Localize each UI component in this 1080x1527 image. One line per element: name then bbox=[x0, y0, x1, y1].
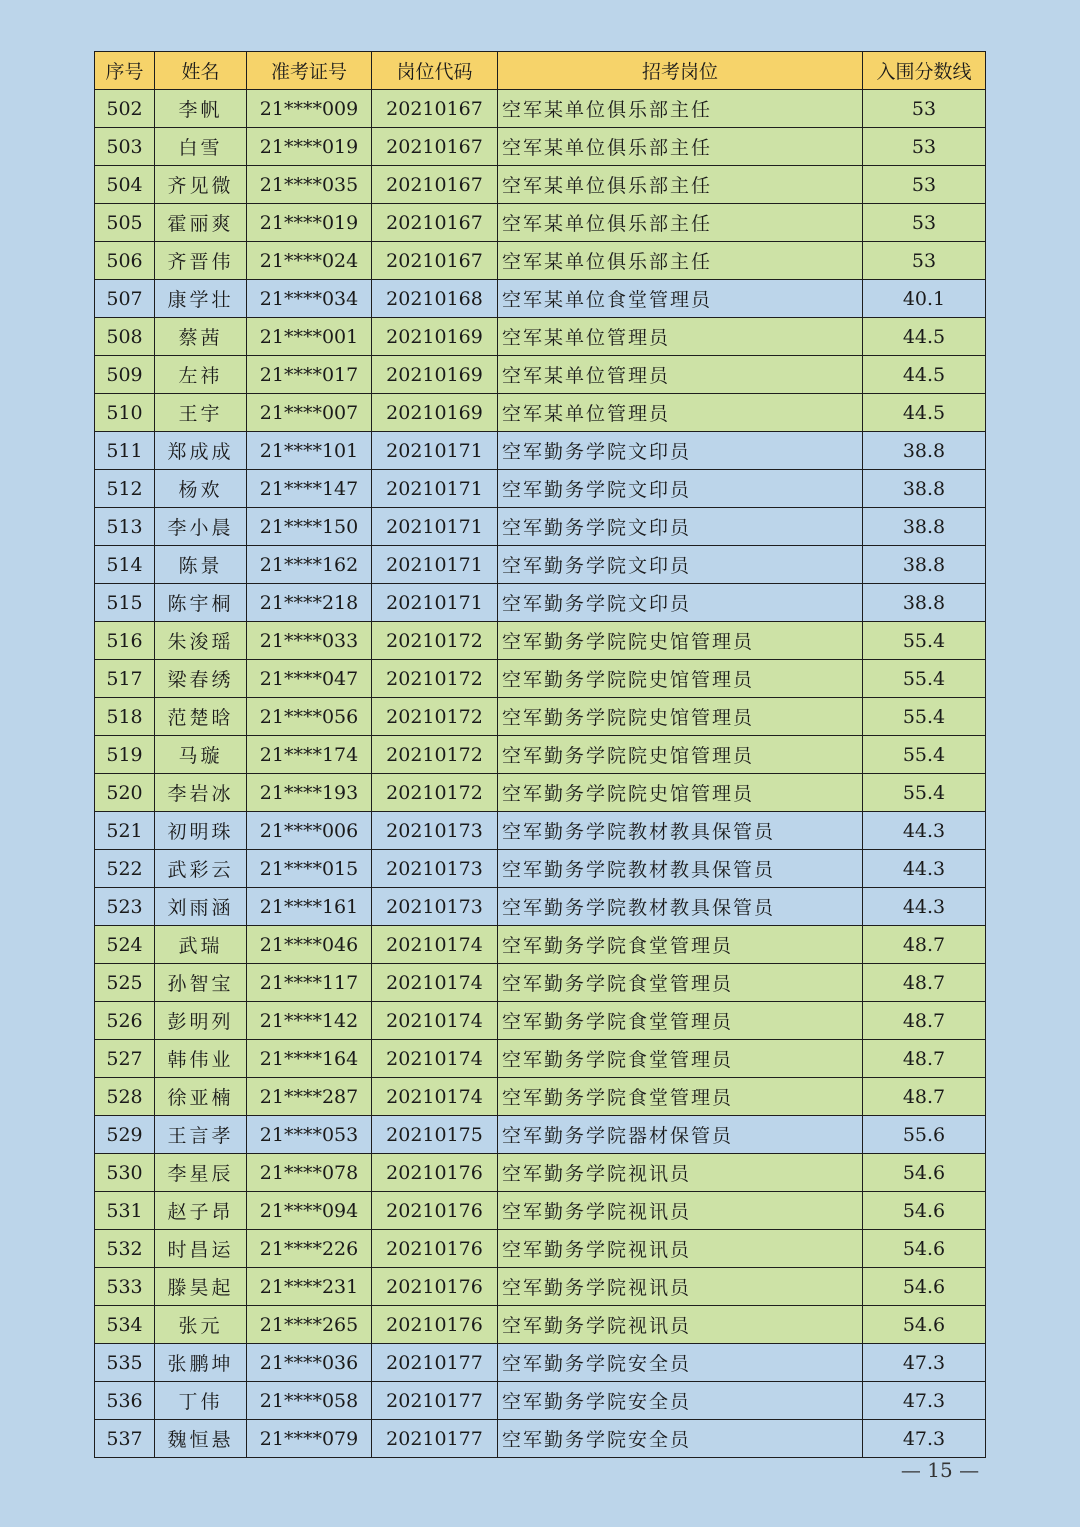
cell-name: 初明珠 bbox=[155, 812, 247, 850]
cell-exam-id: 21****053 bbox=[247, 1116, 372, 1154]
cell-position: 空军勤务学院院史馆管理员 bbox=[498, 736, 863, 774]
cell-position-code: 20210177 bbox=[372, 1382, 498, 1420]
cell-no: 530 bbox=[95, 1154, 155, 1192]
cell-no: 536 bbox=[95, 1382, 155, 1420]
page-number: — 15 — bbox=[900, 1458, 980, 1482]
cell-position: 空军某单位俱乐部主任 bbox=[498, 242, 863, 280]
cell-score: 48.7 bbox=[863, 964, 986, 1002]
cell-score: 55.4 bbox=[863, 774, 986, 812]
cell-name: 郑成成 bbox=[155, 432, 247, 470]
cell-exam-id: 21****034 bbox=[247, 280, 372, 318]
cell-position: 空军勤务学院视讯员 bbox=[498, 1230, 863, 1268]
cell-exam-id: 21****162 bbox=[247, 546, 372, 584]
cell-position: 空军勤务学院文印员 bbox=[498, 508, 863, 546]
candidate-table bbox=[94, 51, 986, 1458]
cell-exam-id: 21****164 bbox=[247, 1040, 372, 1078]
cell-position: 空军勤务学院安全员 bbox=[498, 1344, 863, 1382]
cell-exam-id: 21****079 bbox=[247, 1420, 372, 1458]
table-row bbox=[95, 318, 986, 356]
cell-score: 38.8 bbox=[863, 546, 986, 584]
cell-score: 53 bbox=[863, 242, 986, 280]
table-row bbox=[95, 1230, 986, 1268]
cell-no: 531 bbox=[95, 1192, 155, 1230]
header-position-code: 岗位代码 bbox=[372, 52, 498, 90]
cell-position-code: 20210172 bbox=[372, 736, 498, 774]
cell-exam-id: 21****174 bbox=[247, 736, 372, 774]
cell-exam-id: 21****161 bbox=[247, 888, 372, 926]
cell-position: 空军勤务学院视讯员 bbox=[498, 1306, 863, 1344]
cell-exam-id: 21****231 bbox=[247, 1268, 372, 1306]
cell-no: 526 bbox=[95, 1002, 155, 1040]
cell-position: 空军勤务学院视讯员 bbox=[498, 1268, 863, 1306]
cell-no: 512 bbox=[95, 470, 155, 508]
cell-position-code: 20210169 bbox=[372, 318, 498, 356]
cell-score: 54.6 bbox=[863, 1192, 986, 1230]
cell-name: 武彩云 bbox=[155, 850, 247, 888]
table-row bbox=[95, 280, 986, 318]
table-row bbox=[95, 204, 986, 242]
cell-score: 53 bbox=[863, 204, 986, 242]
table-row bbox=[95, 926, 986, 964]
table-row bbox=[95, 584, 986, 622]
cell-position-code: 20210174 bbox=[372, 926, 498, 964]
cell-name: 徐亚楠 bbox=[155, 1078, 247, 1116]
cell-position-code: 20210171 bbox=[372, 546, 498, 584]
cell-score: 38.8 bbox=[863, 584, 986, 622]
cell-position-code: 20210168 bbox=[372, 280, 498, 318]
cell-exam-id: 21****117 bbox=[247, 964, 372, 1002]
cell-exam-id: 21****226 bbox=[247, 1230, 372, 1268]
table-row bbox=[95, 546, 986, 584]
cell-exam-id: 21****147 bbox=[247, 470, 372, 508]
cell-position: 空军勤务学院文印员 bbox=[498, 546, 863, 584]
cell-score: 44.3 bbox=[863, 888, 986, 926]
cell-exam-id: 21****009 bbox=[247, 90, 372, 128]
cell-exam-id: 21****101 bbox=[247, 432, 372, 470]
cell-exam-id: 21****287 bbox=[247, 1078, 372, 1116]
cell-score: 53 bbox=[863, 90, 986, 128]
table-row bbox=[95, 90, 986, 128]
cell-exam-id: 21****001 bbox=[247, 318, 372, 356]
table-row bbox=[95, 774, 986, 812]
header-exam-id: 准考证号 bbox=[247, 52, 372, 90]
cell-position: 空军勤务学院视讯员 bbox=[498, 1154, 863, 1192]
cell-exam-id: 21****193 bbox=[247, 774, 372, 812]
cell-name: 孙智宝 bbox=[155, 964, 247, 1002]
cell-exam-id: 21****017 bbox=[247, 356, 372, 394]
table-header-row bbox=[95, 52, 986, 90]
cell-no: 537 bbox=[95, 1420, 155, 1458]
cell-name: 王言孝 bbox=[155, 1116, 247, 1154]
cell-position-code: 20210169 bbox=[372, 394, 498, 432]
cell-score: 44.5 bbox=[863, 318, 986, 356]
cell-no: 510 bbox=[95, 394, 155, 432]
cell-name: 丁伟 bbox=[155, 1382, 247, 1420]
cell-score: 48.7 bbox=[863, 1002, 986, 1040]
cell-score: 53 bbox=[863, 166, 986, 204]
table-row bbox=[95, 1268, 986, 1306]
cell-score: 48.7 bbox=[863, 1040, 986, 1078]
cell-exam-id: 21****142 bbox=[247, 1002, 372, 1040]
cell-exam-id: 21****006 bbox=[247, 812, 372, 850]
table-row bbox=[95, 736, 986, 774]
cell-position: 空军勤务学院视讯员 bbox=[498, 1192, 863, 1230]
cell-name: 马璇 bbox=[155, 736, 247, 774]
table-row bbox=[95, 508, 986, 546]
cell-score: 55.4 bbox=[863, 736, 986, 774]
cell-exam-id: 21****150 bbox=[247, 508, 372, 546]
cell-position: 空军某单位俱乐部主任 bbox=[498, 166, 863, 204]
cell-position-code: 20210167 bbox=[372, 128, 498, 166]
cell-position: 空军勤务学院教材教具保管员 bbox=[498, 812, 863, 850]
cell-name: 康学壮 bbox=[155, 280, 247, 318]
cell-no: 509 bbox=[95, 356, 155, 394]
cell-position-code: 20210176 bbox=[372, 1306, 498, 1344]
cell-no: 529 bbox=[95, 1116, 155, 1154]
cell-exam-id: 21****094 bbox=[247, 1192, 372, 1230]
cell-position-code: 20210171 bbox=[372, 432, 498, 470]
cell-name: 时昌运 bbox=[155, 1230, 247, 1268]
cell-name: 朱浚瑶 bbox=[155, 622, 247, 660]
cell-exam-id: 21****015 bbox=[247, 850, 372, 888]
cell-name: 齐晋伟 bbox=[155, 242, 247, 280]
cell-name: 张元 bbox=[155, 1306, 247, 1344]
table-row bbox=[95, 964, 986, 1002]
cell-no: 525 bbox=[95, 964, 155, 1002]
table-row bbox=[95, 1154, 986, 1192]
cell-name: 梁春绣 bbox=[155, 660, 247, 698]
cell-no: 527 bbox=[95, 1040, 155, 1078]
cell-position: 空军某单位食堂管理员 bbox=[498, 280, 863, 318]
table-row bbox=[95, 1382, 986, 1420]
cell-no: 517 bbox=[95, 660, 155, 698]
cell-position-code: 20210167 bbox=[372, 166, 498, 204]
cell-exam-id: 21****036 bbox=[247, 1344, 372, 1382]
cell-no: 503 bbox=[95, 128, 155, 166]
cell-position-code: 20210174 bbox=[372, 1078, 498, 1116]
cell-exam-id: 21****047 bbox=[247, 660, 372, 698]
cell-position-code: 20210167 bbox=[372, 242, 498, 280]
table-row bbox=[95, 850, 986, 888]
cell-position: 空军勤务学院食堂管理员 bbox=[498, 926, 863, 964]
cell-name: 蔡茜 bbox=[155, 318, 247, 356]
cell-exam-id: 21****218 bbox=[247, 584, 372, 622]
table-row bbox=[95, 1192, 986, 1230]
cell-no: 520 bbox=[95, 774, 155, 812]
cell-position: 空军勤务学院院史馆管理员 bbox=[498, 622, 863, 660]
cell-position: 空军勤务学院文印员 bbox=[498, 584, 863, 622]
cell-position-code: 20210176 bbox=[372, 1154, 498, 1192]
cell-name: 武瑞 bbox=[155, 926, 247, 964]
cell-name: 左祎 bbox=[155, 356, 247, 394]
cell-position-code: 20210174 bbox=[372, 1040, 498, 1078]
cell-score: 55.4 bbox=[863, 660, 986, 698]
cell-position-code: 20210174 bbox=[372, 964, 498, 1002]
cell-score: 44.3 bbox=[863, 850, 986, 888]
cell-position-code: 20210171 bbox=[372, 470, 498, 508]
cell-name: 刘雨涵 bbox=[155, 888, 247, 926]
cell-position-code: 20210175 bbox=[372, 1116, 498, 1154]
cell-exam-id: 21****265 bbox=[247, 1306, 372, 1344]
header-position: 招考岗位 bbox=[498, 52, 863, 90]
cell-no: 522 bbox=[95, 850, 155, 888]
cell-name: 陈宇桐 bbox=[155, 584, 247, 622]
table-row bbox=[95, 1002, 986, 1040]
cell-no: 534 bbox=[95, 1306, 155, 1344]
cell-score: 44.5 bbox=[863, 394, 986, 432]
cell-position: 空军勤务学院文印员 bbox=[498, 470, 863, 508]
table-row bbox=[95, 888, 986, 926]
cell-no: 507 bbox=[95, 280, 155, 318]
cell-position-code: 20210172 bbox=[372, 660, 498, 698]
cell-position: 空军某单位管理员 bbox=[498, 394, 863, 432]
cell-exam-id: 21****058 bbox=[247, 1382, 372, 1420]
cell-position-code: 20210172 bbox=[372, 698, 498, 736]
cell-name: 彭明列 bbox=[155, 1002, 247, 1040]
cell-position: 空军勤务学院文印员 bbox=[498, 432, 863, 470]
cell-exam-id: 21****035 bbox=[247, 166, 372, 204]
cell-no: 516 bbox=[95, 622, 155, 660]
cell-position-code: 20210172 bbox=[372, 774, 498, 812]
cell-exam-id: 21****024 bbox=[247, 242, 372, 280]
cell-no: 532 bbox=[95, 1230, 155, 1268]
cell-no: 518 bbox=[95, 698, 155, 736]
cell-no: 506 bbox=[95, 242, 155, 280]
cell-position: 空军某单位俱乐部主任 bbox=[498, 204, 863, 242]
cell-position-code: 20210174 bbox=[372, 1002, 498, 1040]
cell-name: 白雪 bbox=[155, 128, 247, 166]
cell-score: 55.6 bbox=[863, 1116, 986, 1154]
cell-score: 47.3 bbox=[863, 1382, 986, 1420]
cell-position: 空军勤务学院教材教具保管员 bbox=[498, 888, 863, 926]
cell-position: 空军某单位俱乐部主任 bbox=[498, 128, 863, 166]
cell-position: 空军勤务学院院史馆管理员 bbox=[498, 660, 863, 698]
cell-no: 528 bbox=[95, 1078, 155, 1116]
cell-score: 55.4 bbox=[863, 698, 986, 736]
cell-no: 513 bbox=[95, 508, 155, 546]
cell-position: 空军某单位俱乐部主任 bbox=[498, 90, 863, 128]
table-row bbox=[95, 1078, 986, 1116]
cell-position-code: 20210173 bbox=[372, 812, 498, 850]
table-row bbox=[95, 1344, 986, 1382]
cell-position: 空军勤务学院院史馆管理员 bbox=[498, 774, 863, 812]
cell-no: 504 bbox=[95, 166, 155, 204]
cell-score: 38.8 bbox=[863, 432, 986, 470]
cell-name: 李星辰 bbox=[155, 1154, 247, 1192]
cell-no: 515 bbox=[95, 584, 155, 622]
cell-position-code: 20210176 bbox=[372, 1230, 498, 1268]
cell-position: 空军勤务学院院史馆管理员 bbox=[498, 698, 863, 736]
cell-position: 空军勤务学院食堂管理员 bbox=[498, 1040, 863, 1078]
cell-position-code: 20210176 bbox=[372, 1192, 498, 1230]
header-name: 姓名 bbox=[155, 52, 247, 90]
cell-score: 55.4 bbox=[863, 622, 986, 660]
cell-position: 空军某单位管理员 bbox=[498, 318, 863, 356]
table-row bbox=[95, 1040, 986, 1078]
cell-score: 54.6 bbox=[863, 1268, 986, 1306]
cell-no: 521 bbox=[95, 812, 155, 850]
cell-position-code: 20210169 bbox=[372, 356, 498, 394]
cell-name: 张鹏坤 bbox=[155, 1344, 247, 1382]
cell-no: 533 bbox=[95, 1268, 155, 1306]
table-row bbox=[95, 394, 986, 432]
cell-name: 魏恒悬 bbox=[155, 1420, 247, 1458]
table-row bbox=[95, 812, 986, 850]
cell-score: 54.6 bbox=[863, 1306, 986, 1344]
cell-position: 空军勤务学院教材教具保管员 bbox=[498, 850, 863, 888]
cell-name: 范楚晗 bbox=[155, 698, 247, 736]
cell-exam-id: 21****046 bbox=[247, 926, 372, 964]
cell-no: 535 bbox=[95, 1344, 155, 1382]
cell-no: 502 bbox=[95, 90, 155, 128]
cell-no: 511 bbox=[95, 432, 155, 470]
cell-position: 空军勤务学院食堂管理员 bbox=[498, 1078, 863, 1116]
cell-position-code: 20210167 bbox=[372, 204, 498, 242]
cell-score: 48.7 bbox=[863, 926, 986, 964]
table-row bbox=[95, 128, 986, 166]
cell-exam-id: 21****019 bbox=[247, 128, 372, 166]
cell-score: 38.8 bbox=[863, 508, 986, 546]
cell-name: 杨欢 bbox=[155, 470, 247, 508]
cell-position: 空军勤务学院安全员 bbox=[498, 1382, 863, 1420]
cell-position-code: 20210171 bbox=[372, 508, 498, 546]
cell-score: 44.5 bbox=[863, 356, 986, 394]
cell-score: 54.6 bbox=[863, 1154, 986, 1192]
cell-position-code: 20210173 bbox=[372, 850, 498, 888]
cell-no: 519 bbox=[95, 736, 155, 774]
table-row bbox=[95, 698, 986, 736]
cell-exam-id: 21****019 bbox=[247, 204, 372, 242]
cell-name: 韩伟业 bbox=[155, 1040, 247, 1078]
cell-score: 47.3 bbox=[863, 1344, 986, 1382]
cell-name: 李帆 bbox=[155, 90, 247, 128]
cell-name: 赵子昂 bbox=[155, 1192, 247, 1230]
cell-position-code: 20210172 bbox=[372, 622, 498, 660]
cell-no: 514 bbox=[95, 546, 155, 584]
cell-score: 40.1 bbox=[863, 280, 986, 318]
table-row bbox=[95, 1420, 986, 1458]
cell-exam-id: 21****056 bbox=[247, 698, 372, 736]
table-row bbox=[95, 242, 986, 280]
cell-name: 王宇 bbox=[155, 394, 247, 432]
cell-score: 53 bbox=[863, 128, 986, 166]
cell-position: 空军勤务学院安全员 bbox=[498, 1420, 863, 1458]
cell-position-code: 20210167 bbox=[372, 90, 498, 128]
cell-score: 44.3 bbox=[863, 812, 986, 850]
header-no: 序号 bbox=[95, 52, 155, 90]
table-row bbox=[95, 622, 986, 660]
cell-position: 空军勤务学院食堂管理员 bbox=[498, 1002, 863, 1040]
cell-no: 508 bbox=[95, 318, 155, 356]
cell-no: 523 bbox=[95, 888, 155, 926]
cell-name: 李岩冰 bbox=[155, 774, 247, 812]
table-row bbox=[95, 166, 986, 204]
cell-score: 47.3 bbox=[863, 1420, 986, 1458]
cell-position-code: 20210171 bbox=[372, 584, 498, 622]
table-row bbox=[95, 432, 986, 470]
header-score: 入围分数线 bbox=[863, 52, 986, 90]
cell-position-code: 20210176 bbox=[372, 1268, 498, 1306]
cell-position-code: 20210173 bbox=[372, 888, 498, 926]
cell-position-code: 20210177 bbox=[372, 1344, 498, 1382]
table-row bbox=[95, 1116, 986, 1154]
cell-score: 48.7 bbox=[863, 1078, 986, 1116]
table-row bbox=[95, 1306, 986, 1344]
cell-no: 524 bbox=[95, 926, 155, 964]
cell-position: 空军勤务学院器材保管员 bbox=[498, 1116, 863, 1154]
cell-no: 505 bbox=[95, 204, 155, 242]
cell-position-code: 20210177 bbox=[372, 1420, 498, 1458]
table-row bbox=[95, 660, 986, 698]
cell-position: 空军某单位管理员 bbox=[498, 356, 863, 394]
cell-name: 齐见微 bbox=[155, 166, 247, 204]
cell-name: 滕昊起 bbox=[155, 1268, 247, 1306]
cell-exam-id: 21****007 bbox=[247, 394, 372, 432]
cell-position: 空军勤务学院食堂管理员 bbox=[498, 964, 863, 1002]
cell-exam-id: 21****033 bbox=[247, 622, 372, 660]
table-row bbox=[95, 470, 986, 508]
cell-exam-id: 21****078 bbox=[247, 1154, 372, 1192]
table-row bbox=[95, 356, 986, 394]
cell-name: 陈景 bbox=[155, 546, 247, 584]
cell-score: 38.8 bbox=[863, 470, 986, 508]
cell-name: 霍丽爽 bbox=[155, 204, 247, 242]
cell-name: 李小晨 bbox=[155, 508, 247, 546]
cell-score: 54.6 bbox=[863, 1230, 986, 1268]
